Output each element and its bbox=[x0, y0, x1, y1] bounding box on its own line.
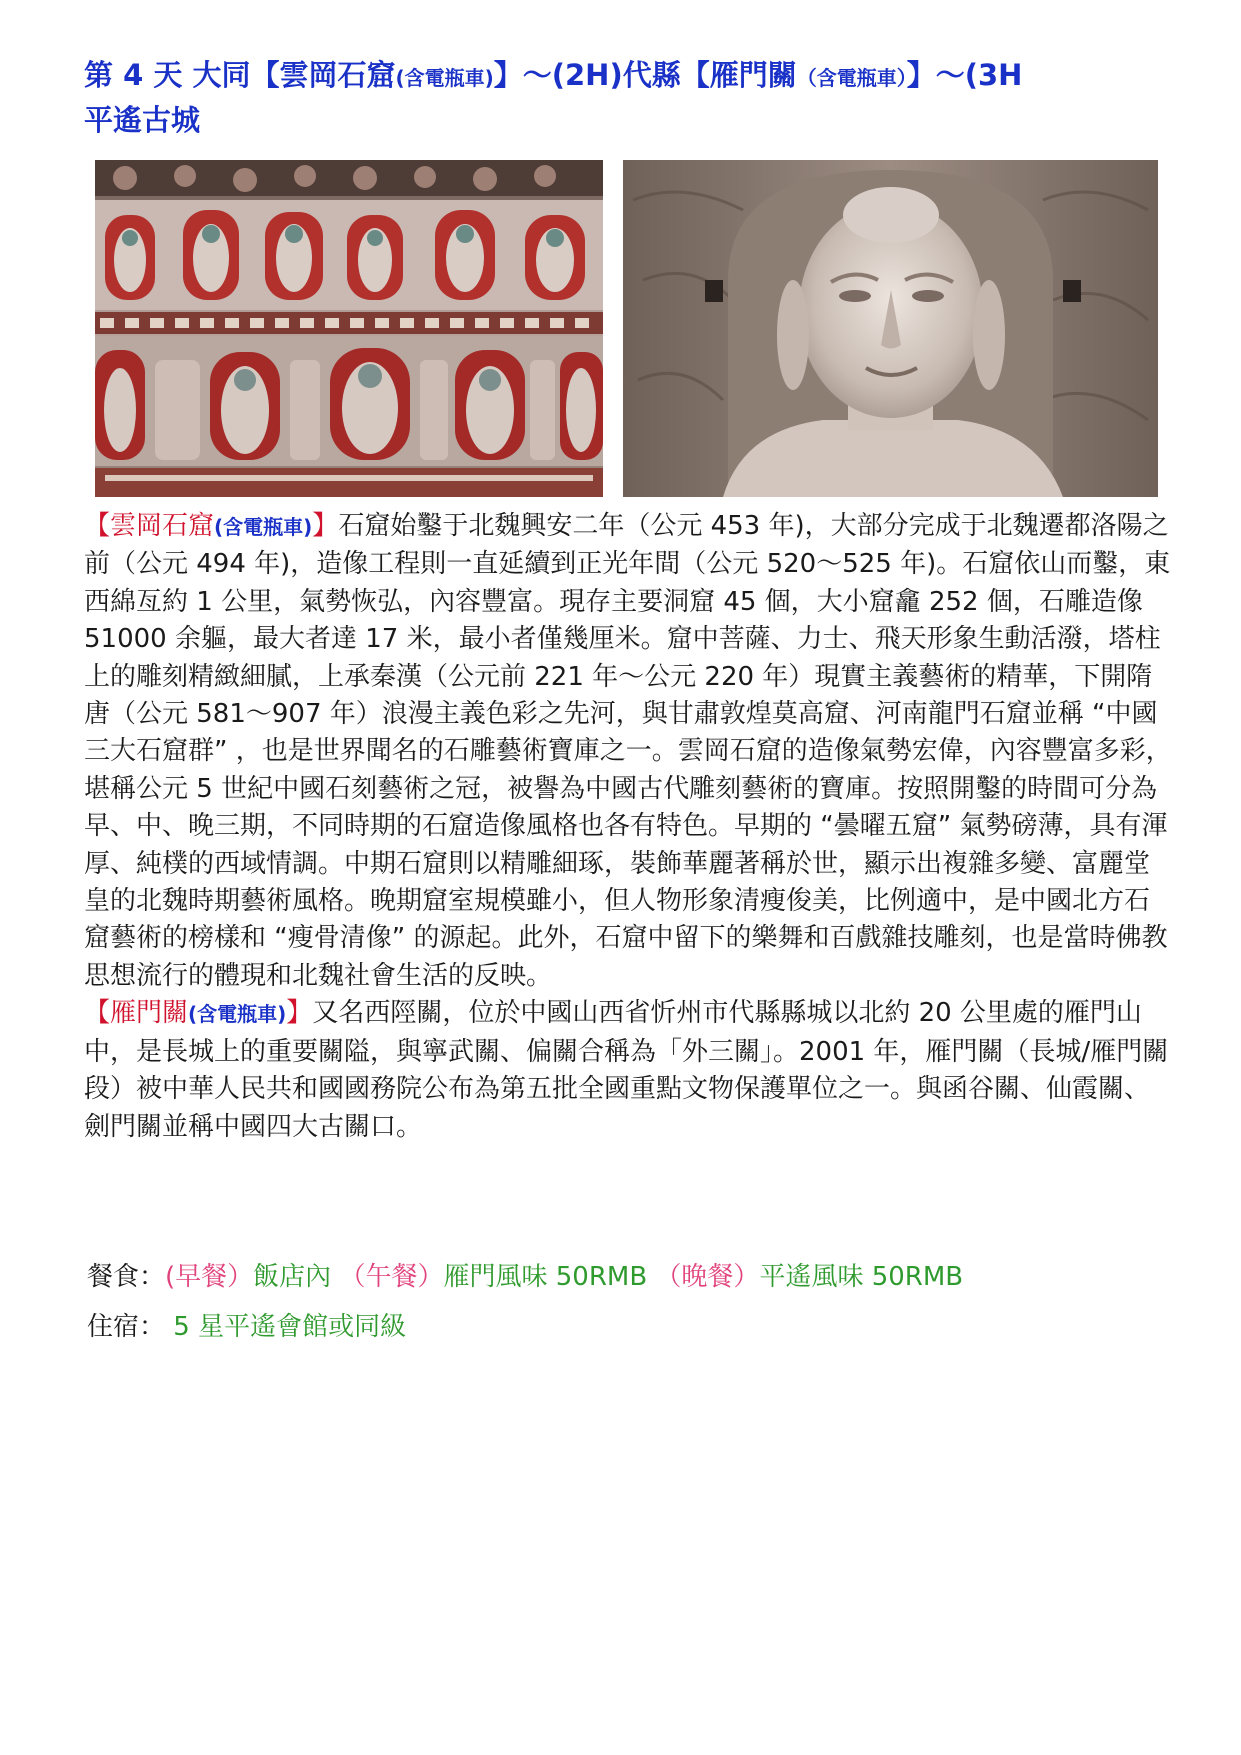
lunch-value: 雁門風味 50RMB bbox=[443, 1262, 648, 1292]
yanmen-heading bbox=[84, 998, 312, 1028]
dinner-value: 平遙風味 50RMB bbox=[759, 1262, 964, 1292]
yanmen-heading-text: 【雁門關 bbox=[84, 998, 189, 1029]
grotto-niches-image bbox=[95, 160, 603, 497]
meals-label: 餐食： bbox=[87, 1262, 166, 1292]
description-content bbox=[84, 508, 1174, 1146]
yungang-heading-text: 【雲岡石窟 bbox=[84, 511, 215, 541]
title-note2: （含電瓶車） bbox=[796, 66, 907, 90]
day-title bbox=[84, 54, 1164, 141]
buddha-statue-image bbox=[623, 160, 1158, 497]
breakfast-label: (早餐） bbox=[165, 1262, 254, 1292]
title-note1: (含電瓶車) bbox=[395, 66, 494, 90]
title-part2: 】～(2H)代縣【雁門關 bbox=[493, 58, 797, 92]
meals-line bbox=[87, 1252, 1177, 1302]
dinner-label: （晚餐） bbox=[655, 1262, 760, 1292]
breakfast-value: 飯店內 bbox=[253, 1262, 332, 1292]
title-line2: 平遙古城 bbox=[84, 103, 201, 137]
yungang-heading-note: (含電瓶車) bbox=[214, 515, 313, 539]
title-part1: 第 4 天 大同【雲岡石窟 bbox=[84, 58, 396, 92]
grotto-niches-photo bbox=[95, 160, 603, 497]
meals-lodging-section bbox=[87, 1252, 1177, 1352]
yungang-paragraph bbox=[84, 508, 1174, 995]
yungang-body: 石窟始鑿于北魏興安二年（公元 453 年)，大部分完成于北魏遷都洛陽之前（公元 494 年)，造像工程則一直延續到正光年間（公元 520～525 年)。石窟依山而鑿，東西綿亙約 1 公里，氣勢恢弘，內容豐富。現存主要洞窟 45 個，大小窟龕 252 個，石雕造像 51000 余軀，最大者達 17 米，最小者僅幾厘米。窟中菩薩、力士、飛天形象生動活潑，塔柱上的雕刻精緻細膩，上承秦漢（公元前 221 年～公元 220 年）現實主義藝術的精華，下開隋唐（公元 581～907 年）浪漫主義色彩之先河，與甘肅敦煌莫高窟、河南龍門石窟並稱 “中國三大石窟群” ，也是世界聞名的石雕藝術寶庫之一。雲岡石窟的造像氣勢宏偉，內容豐富多彩，堪稱公元 5 世紀中國石刻藝術之冠，被譽為中國古代雕刻藝術的寶庫。按照開鑿的時間可分為早、中、晚三期，不同時期的石窟造像風格也各有特色。早期的 “曇曜五窟” 氣勢磅薄，具有渾厚、純樸的西域情調。中期石窟則以精雕細琢，裝飾華麗著稱於世，顯示出複雜多變、富麗堂皇的北魏時期藝術風格。晚期窟室規模雖小，但人物形象清瘦俊美，比例適中，是中國北方石窟藝術的榜樣和 “瘦骨清像” 的源起。此外，石窟中留下的樂舞和百戲雜技雕刻，也是當時佛教思想流行的體現和北魏社會生活的反映。 bbox=[84, 511, 1172, 991]
lodging-label: 住宿： bbox=[87, 1312, 166, 1342]
lodging-value: 5 星平遙會館或同級 bbox=[173, 1312, 407, 1342]
yanmen-body: 又名西陘關，位於中國山西省忻州市代縣縣城以北約 20 公里處的雁門山中，是長城上的重要關隘，與寧武關、偏關合稱為「外三關」。2001 年，雁門關（長城/雁門關段）被中華人民共和國國務院公布為第五批全國重點文物保護單位之一。與函谷關、仙霞關、劍門關並稱中國四大古關口。 bbox=[84, 998, 1169, 1142]
yanmen-heading-note: (含電瓶車) bbox=[188, 1002, 287, 1027]
yungang-heading bbox=[84, 511, 338, 541]
lodging-line bbox=[87, 1302, 1177, 1352]
yanmen-heading-close: 】 bbox=[286, 998, 313, 1029]
title-part3: 】～(3H bbox=[906, 58, 1023, 92]
yungang-heading-close: 】 bbox=[312, 511, 339, 541]
yanmen-paragraph bbox=[84, 995, 1174, 1146]
lunch-label: （午餐） bbox=[339, 1262, 444, 1292]
buddha-statue-photo bbox=[623, 160, 1158, 497]
